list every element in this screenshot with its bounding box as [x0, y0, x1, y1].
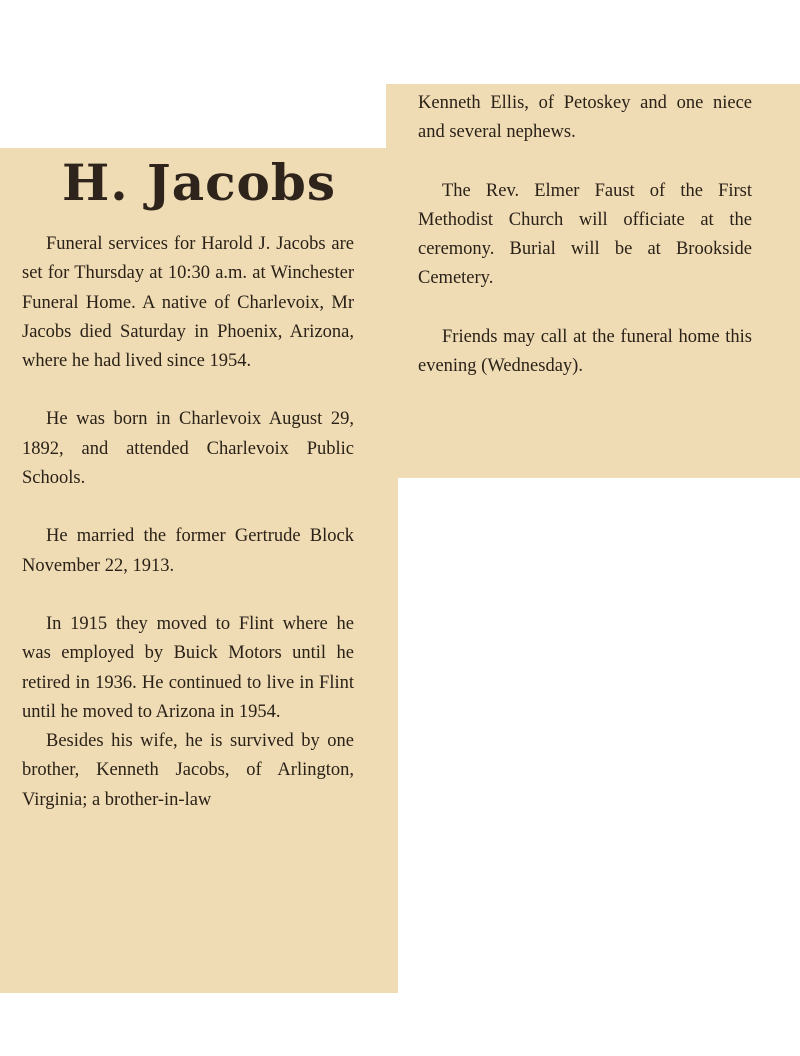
left-column	[22, 230, 354, 815]
paragraph-survivors: Besides his wife, he is survived by one brother, Kenneth Jacobs, of Arlington, Virginia; a brother-in-law	[22, 731, 354, 810]
obituary-headline: H. Jacobs	[61, 153, 336, 212]
right-column	[418, 89, 752, 381]
paragraph-marriage: He married the former Gertrude Block November 22, 1913.	[22, 526, 354, 576]
paragraph-survivors-continued: Kenneth Ellis, of Petoskey and one niece and several nephews.	[418, 93, 752, 143]
paragraph-birth: He was born in Charlevoix August 29, 1892, and attended Charlevoix Public Schools.	[22, 409, 354, 489]
paragraph-visitation: Friends may call at the funeral home this evening (Wednesday).	[418, 326, 752, 377]
paragraph-services: Funeral services for Harold J. Jacobs are set for Thursday at 10:30 a.m. at Winchester Funeral Home. A native of Charlevoix, Mr Jacobs died Saturday in Phoenix, Arizona, where he had lived since 1954.	[22, 234, 354, 372]
paragraph-ceremony: The Rev. Elmer Faust of the First Methodist Church will officiate at the ceremony. Burial will be at Brookside Cemetery.	[418, 180, 752, 289]
paragraph-career: In 1915 they moved to Flint where he was employed by Buick Motors until he retired in 1936. He continued to live in Flint until he moved to Arizona in 1954.	[22, 613, 354, 722]
